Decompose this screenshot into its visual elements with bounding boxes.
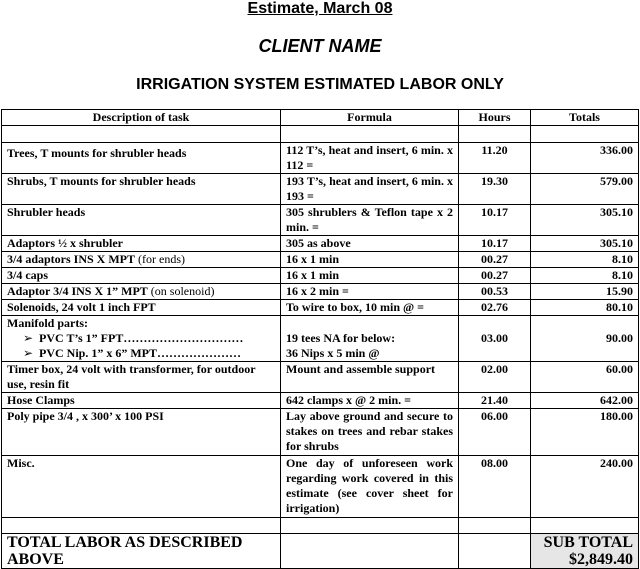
manifold-hours: 03.00 xyxy=(481,331,508,345)
manifold-title: Manifold parts: xyxy=(7,316,88,330)
task-description: Adaptors ½ x shrubler xyxy=(2,236,281,252)
task-formula: 193 T’s, heat and insert, 6 min. x 193 = xyxy=(281,174,459,205)
subtotal-value: $2,849.40 xyxy=(569,551,633,568)
task-description-main: Adaptor 3/4 INS X 1” MPT xyxy=(7,284,148,298)
arrow-bullet-icon: ➢ xyxy=(22,346,33,360)
task-formula: Mount and assemble support xyxy=(281,362,459,393)
task-hours: 19.30 xyxy=(459,174,531,205)
table-row xyxy=(2,252,639,268)
table-row xyxy=(2,409,639,456)
task-total: 80.10 xyxy=(531,300,639,316)
manifold-item xyxy=(7,346,275,361)
column-header: Formula xyxy=(281,110,459,126)
task-total: 579.00 xyxy=(531,174,639,205)
manifold-formula-line: 36 Nips x 5 min @ xyxy=(286,346,380,360)
task-total: 240.00 xyxy=(531,456,639,518)
task-total: 180.00 xyxy=(531,409,639,456)
table-row xyxy=(2,143,639,174)
task-formula: 305 as above xyxy=(281,236,459,252)
task-hours: 02.76 xyxy=(459,300,531,316)
task-total: 8.10 xyxy=(531,252,639,268)
task-hours: 10.17 xyxy=(459,236,531,252)
arrow-bullet-icon: ➢ xyxy=(22,331,33,345)
task-description-note: (for ends) xyxy=(135,252,185,266)
task-formula: 16 x 2 min = xyxy=(281,284,459,300)
task-formula: 112 T’s, heat and insert, 6 min. x 112 = xyxy=(281,143,459,174)
task-formula: One day of unforeseen work regarding work covered in this estimate (see cover sheet for irrigation) xyxy=(281,456,459,518)
blank-row xyxy=(2,126,639,143)
header-row xyxy=(2,110,639,126)
task-description: Poly pipe 3/4 , x 300’ x 100 PSI xyxy=(2,409,281,456)
manifold-item-label: PVC Nip. 1” x 6” MPT………………… xyxy=(39,346,241,360)
task-total: 305.10 xyxy=(531,205,639,236)
task-total xyxy=(531,316,639,362)
task-description: Trees, T mounts for shrubler heads xyxy=(2,143,281,174)
task-formula: To wire to box, 10 min @ = xyxy=(281,300,459,316)
column-header: Totals xyxy=(531,110,639,126)
table-row xyxy=(2,174,639,205)
table-row xyxy=(2,284,639,300)
manifold-item-label: PVC T’s 1” FPT………………………… xyxy=(39,331,244,345)
task-hours: 10.17 xyxy=(459,205,531,236)
task-formula: 16 x 1 min xyxy=(281,252,459,268)
table-row xyxy=(2,205,639,236)
task-hours: 06.00 xyxy=(459,409,531,456)
task-hours: 21.40 xyxy=(459,393,531,409)
task-description: Solenoids, 24 volt 1 inch FPT xyxy=(2,300,281,316)
task-hours: 00.53 xyxy=(459,284,531,300)
table-row xyxy=(2,236,639,252)
task-hours: 08.00 xyxy=(459,456,531,518)
manifold-formula-line: 19 tees NA for below: xyxy=(286,331,396,345)
task-description: Misc. xyxy=(2,456,281,518)
task-description-main: 3/4 adaptors INS X MPT xyxy=(7,252,136,266)
task-description xyxy=(2,316,281,362)
table-row xyxy=(2,456,639,518)
task-description: Hose Clamps xyxy=(2,393,281,409)
table-row xyxy=(2,268,639,284)
task-description: Shrubler heads xyxy=(2,205,281,236)
task-formula xyxy=(281,316,459,362)
task-total: 336.00 xyxy=(531,143,639,174)
manifold-row xyxy=(2,316,639,362)
task-hours: 00.27 xyxy=(459,252,531,268)
manifold-item xyxy=(7,331,275,346)
task-total: 15.90 xyxy=(531,284,639,300)
task-total: 305.10 xyxy=(531,236,639,252)
task-formula: 305 shrublers & Teflon tape x 2 min. = xyxy=(281,205,459,236)
document-subtitle: IRRIGATION SYSTEM ESTIMATED LABOR ONLY xyxy=(136,76,504,93)
column-header: Description of task xyxy=(2,110,281,126)
labor-estimate-table xyxy=(1,109,639,569)
task-description-note: (on solenoid) xyxy=(147,284,215,298)
task-total: 8.10 xyxy=(531,268,639,284)
task-hours: 00.27 xyxy=(459,268,531,284)
table-row xyxy=(2,393,639,409)
task-total: 642.00 xyxy=(531,393,639,409)
task-formula: 642 clamps x @ 2 min. = xyxy=(281,393,459,409)
table-row xyxy=(2,300,639,316)
manifold-total: 90.00 xyxy=(606,331,633,345)
estimate-heading: Estimate, March 08 xyxy=(247,0,393,17)
task-hours: 02.00 xyxy=(459,362,531,393)
column-header: Hours xyxy=(459,110,531,126)
task-total: 60.00 xyxy=(531,362,639,393)
task-description: Shrubs, T mounts for shrubler heads xyxy=(2,174,281,205)
blank-row xyxy=(2,518,639,534)
task-description: Timer box, 24 volt with transformer, for outdoor use, resin fit xyxy=(2,362,281,393)
client-name: CLIENT NAME xyxy=(258,36,382,56)
task-formula: 16 x 1 min xyxy=(281,268,459,284)
task-description xyxy=(2,284,281,300)
task-formula: Lay above ground and secure to stakes on trees and rebar stakes for shrubs xyxy=(281,409,459,456)
task-description: 3/4 caps xyxy=(2,268,281,284)
task-hours: 11.20 xyxy=(459,143,531,174)
total-label: TOTAL LABOR AS DESCRIBED ABOVE xyxy=(2,534,281,569)
subtotal-cell xyxy=(531,534,639,569)
total-row xyxy=(2,534,639,569)
task-description xyxy=(2,252,281,268)
subtotal-label: SUB TOTAL xyxy=(543,534,633,551)
task-hours xyxy=(459,316,531,362)
table-row xyxy=(2,362,639,393)
